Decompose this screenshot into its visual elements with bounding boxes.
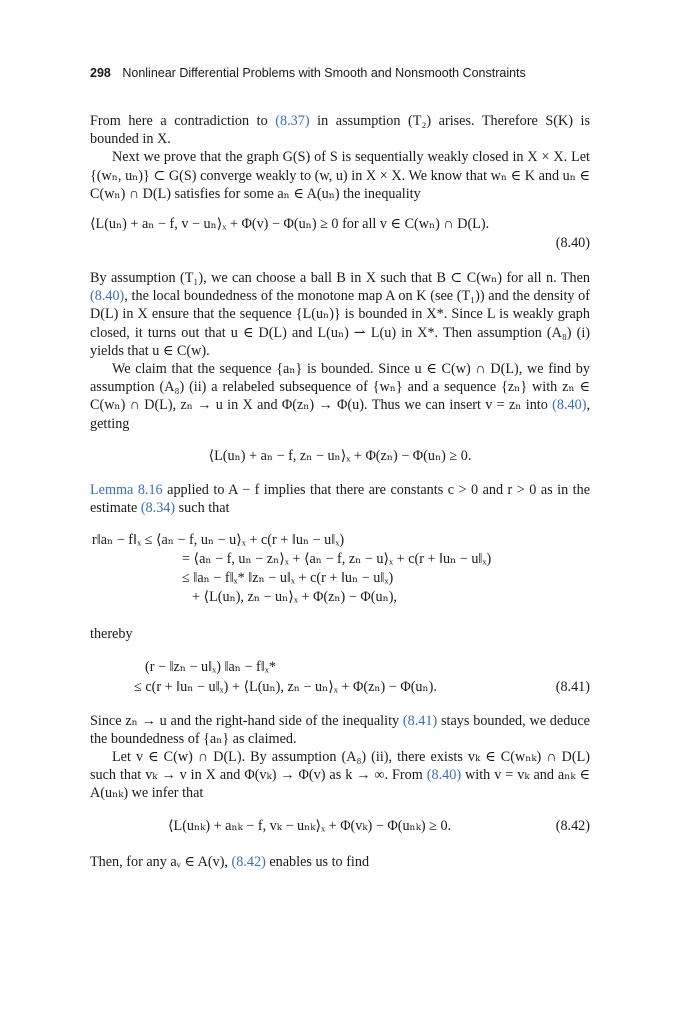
equation-8-41	[90, 658, 590, 698]
equation-8-42-tag: (8.42)	[555, 817, 590, 834]
text-span: , getting	[90, 397, 590, 432]
text-span: Then, for any aᵥ ∈ A(v),	[90, 853, 232, 870]
paragraph-8	[90, 853, 590, 871]
paragraph-7	[90, 748, 590, 803]
equation-8-40	[90, 215, 590, 255]
equation-8-42	[90, 817, 590, 839]
text-span: From here a contradiction to	[90, 113, 276, 129]
estimate-line-2: = ⟨aₙ − f, uₙ − zₙ⟩ₓ + ⟨aₙ − f, zₙ − u⟩ₓ + c(r + ‖uₙ − u‖ₓ)	[182, 551, 492, 568]
page-number: 298	[90, 66, 111, 80]
page-body	[90, 112, 590, 871]
paragraph-3	[90, 269, 590, 360]
text-span: We claim that the sequence {aₙ} is bounded. Since u ∈ C(w) ∩ D(L), we find by assumption (A₈) (ii) a relabeled subsequence of {wₙ} and a sequence {zₙ} with zₙ ∈ C(wₙ) ∩ D(L), zₙ → u in X and Φ(zₙ) → Φ(u). Thus we can insert v = zₙ into	[90, 361, 590, 414]
equation-8-41-line-1: (r − ‖zₙ − u‖ₓ) ‖aₙ − f‖ₓ*	[145, 658, 276, 675]
thereby-text: thereby	[90, 626, 133, 643]
paragraph-1	[90, 112, 590, 148]
text-span: , the local boundedness of the monotone map A on K (see (T₁)) and the density of D(L) in X ensure that the sequence {L(uₙ)} is bounded in X*. Since L is weakly graph closed, it turns out that u ∈ D(L) and L(uₙ) ⇀ L(u) in X*. Then assumption (A₈) (i) yields that u ∈ C(w).	[90, 288, 590, 359]
equation-8-41-line-2: ≤ c(r + ‖uₙ − u‖ₓ) + ⟨L(uₙ), zₙ − uₙ⟩ₓ + Φ(zₙ) − Φ(uₙ).	[134, 678, 437, 695]
text-span: with v = vₖ and aₙₖ ∈ A(uₙₖ) we infer that	[90, 767, 590, 802]
estimate-line-4: + ⟨L(uₙ), zₙ − uₙ⟩ₓ + Φ(zₙ) − Φ(uₙ),	[192, 589, 397, 606]
paragraph-5	[90, 481, 590, 517]
text-span: By assumption (T₁), we can choose a ball B in X such that B ⊂ C(wₙ) for all n. Then	[90, 270, 590, 287]
estimate-line-3: ≤ ‖aₙ − f‖ₓ* ‖zₙ − u‖ₓ + c(r + ‖uₙ − u‖ₓ)	[182, 570, 394, 587]
text-span: in assumption (T₂) arises. Therefore S(K) is bounded in X.	[90, 113, 590, 148]
equation-8-40-formula: ⟨L(uₙ) + aₙ − f, v − uₙ⟩ₓ + Φ(v) − Φ(uₙ) ≥ 0 for all v ∈ C(wₙ) ∩ D(L).	[90, 216, 490, 233]
paragraph-4	[90, 360, 590, 433]
text-span: enables us to find	[265, 853, 370, 870]
ref-8-37-link[interactable]: (8.37)	[275, 113, 310, 129]
running-title: Nonlinear Differential Problems with Smooth and Nonsmooth Constraints	[122, 66, 526, 80]
equation-estimate-block	[92, 531, 590, 607]
equation-unnumbered-1: ⟨L(uₙ) + aₙ − f, zₙ − uₙ⟩ₓ + Φ(zₙ) − Φ(uₙ) ≥ 0.	[208, 447, 472, 464]
text-span: stays bounded, we deduce the boundedness of {aₙ} as claimed.	[90, 712, 590, 747]
estimate-line-1: r‖aₙ − f‖ₓ ≤ ⟨aₙ − f, uₙ − u⟩ₓ + c(r + ‖uₙ − u‖ₓ)	[92, 532, 345, 549]
equation-8-41-tag: (8.41)	[555, 678, 590, 695]
ref-8-40-link[interactable]: (8.40)	[90, 288, 125, 305]
ref-8-40-link[interactable]: (8.40)	[426, 767, 462, 784]
ref-8-42-link[interactable]: (8.42)	[231, 853, 266, 870]
lemma-8-16-link[interactable]: Lemma 8.16	[90, 482, 163, 499]
equation-8-42-formula: ⟨L(uₙₖ) + aₙₖ − f, vₖ − uₙₖ⟩ₓ + Φ(vₖ) − Φ(uₙₖ) ≥ 0.	[168, 817, 452, 834]
ref-8-41-link[interactable]: (8.41)	[402, 712, 438, 729]
ref-8-40-link[interactable]: (8.40)	[552, 397, 587, 414]
ref-8-34-link[interactable]: (8.34)	[140, 500, 176, 517]
text-span: Let v ∈ C(w) ∩ D(L). By assumption (A₈) (ii), there exists vₖ ∈ C(wₙₖ) ∩ D(L) such that vₖ → v in X and Φ(vₖ) → Φ(v) as k → ∞. From	[90, 749, 590, 784]
text-span: such that	[175, 500, 230, 517]
paragraph-6	[90, 712, 590, 748]
paragraph-2: Next we prove that the graph G(S) of S is sequentially weakly closed in X × X. Let {(wₙ, uₙ)} ⊂ G(S) converge weakly to (w, u) in X × X. We know that wₙ ∈ K and uₙ ∈ C(wₙ) ∩ D(L) satisfies for some aₙ ∈ A(uₙ) the inequality	[90, 149, 590, 202]
text-span: Since zₙ → u and the right-hand side of the inequality	[90, 712, 403, 729]
text-span: applied to A − f implies that there are constants c > 0 and r > 0 as in the estimate	[90, 482, 590, 517]
equation-8-40-tag: (8.40)	[555, 235, 590, 252]
running-header	[90, 66, 526, 80]
